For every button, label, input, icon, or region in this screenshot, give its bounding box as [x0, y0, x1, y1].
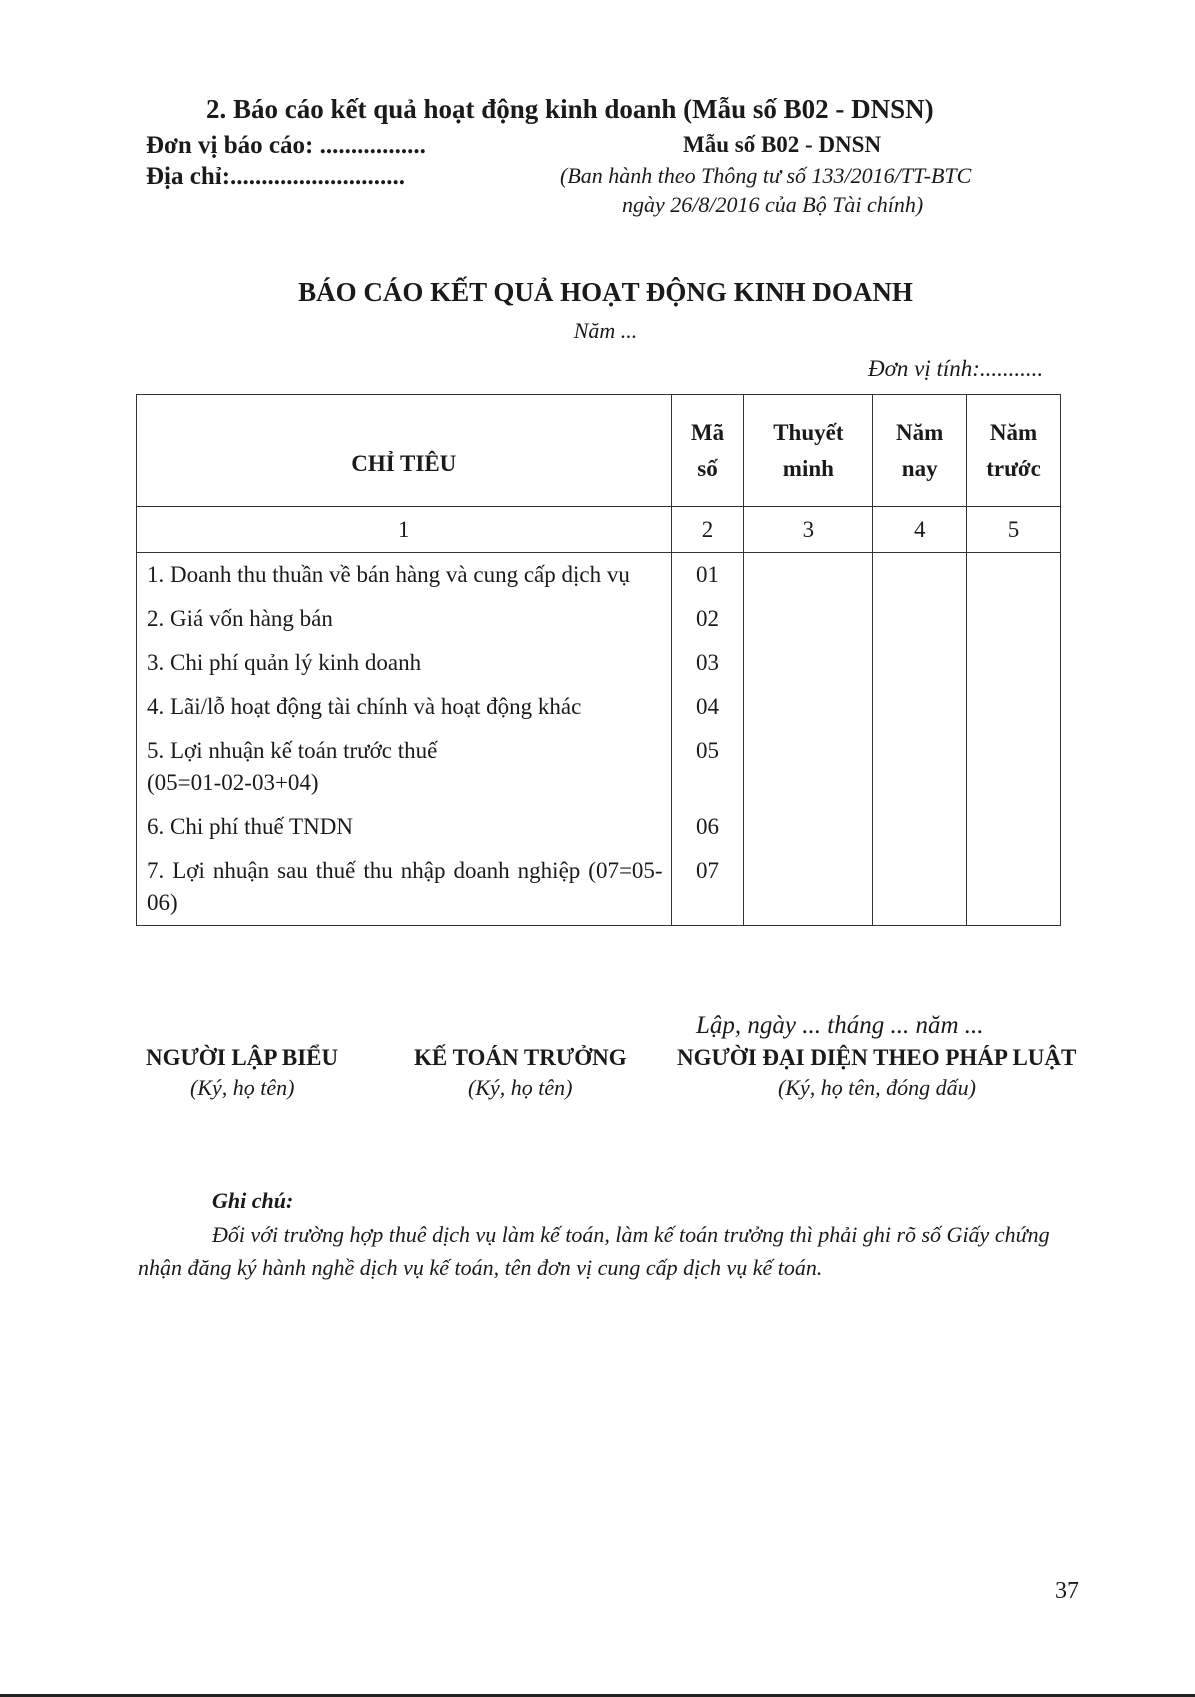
header-chi-tieu: CHỈ TIÊU — [137, 395, 672, 507]
row-label: 7. Lợi nhuận sau thuế thu nhập doanh nghiệp (07=05-06) — [137, 849, 672, 926]
table-row — [137, 805, 1061, 849]
row-code: 03 — [671, 641, 744, 685]
row-cell — [873, 729, 967, 805]
note-text: Đối với trường hợp thuê dịch vụ làm kế toán, làm kế toán trưởng thì phải ghi rõ số Giấy chứng nhận đăng ký hành nghề dịch vụ kế toán, tên đơn vị cung cấp dịch vụ kế toán. — [138, 1222, 1050, 1280]
row-cell — [744, 685, 873, 729]
table-row — [137, 597, 1061, 641]
column-number-row — [137, 507, 1061, 553]
row-cell — [744, 597, 873, 641]
header-thuyet-minh: Thuyết minh — [744, 395, 873, 507]
table-row — [137, 729, 1061, 805]
row-label: 6. Chi phí thuế TNDN — [137, 805, 672, 849]
row-cell — [873, 685, 967, 729]
row-label: 3. Chi phí quản lý kinh doanh — [137, 641, 672, 685]
row-cell — [967, 805, 1061, 849]
chief-accountant-title: KẾ TOÁN TRƯỞNG — [414, 1045, 627, 1070]
row-code: 07 — [671, 849, 744, 926]
row-cell — [967, 553, 1061, 598]
row-code: 05 — [671, 729, 744, 805]
row-code: 02 — [671, 597, 744, 641]
row-cell — [967, 641, 1061, 685]
section-heading: 2. Báo cáo kết quả hoạt động kinh doanh (Mẫu số B02 - DNSN) — [206, 94, 934, 124]
row-code: 04 — [671, 685, 744, 729]
row-cell — [744, 805, 873, 849]
row-code: 01 — [671, 553, 744, 598]
row-label: 1. Doanh thu thuần về bán hàng và cung cấp dịch vụ — [137, 553, 672, 598]
legal-representative-signature-hint: (Ký, họ tên, đóng dấu) — [778, 1075, 976, 1100]
report-title: BÁO CÁO KẾT QUẢ HOẠT ĐỘNG KINH DOANH — [298, 277, 913, 307]
note-label: Ghi chú: — [212, 1188, 294, 1213]
column-number: 4 — [873, 507, 967, 553]
table-row — [137, 685, 1061, 729]
row-cell — [744, 849, 873, 926]
row-cell — [967, 849, 1061, 926]
row-cell — [873, 597, 967, 641]
row-cell — [967, 729, 1061, 805]
report-year: Năm ... — [573, 318, 638, 343]
issued-by-line-1: (Ban hành theo Thông tư số 133/2016/TT-BTC — [560, 163, 972, 188]
column-number: 2 — [671, 507, 744, 553]
form-code: Mẫu số B02 - DNSN — [683, 132, 882, 157]
row-code: 06 — [671, 805, 744, 849]
table-row — [137, 849, 1061, 926]
page-number: 37 — [1055, 1578, 1079, 1604]
table-header-row — [137, 395, 1061, 507]
chief-accountant-signature-hint: (Ký, họ tên) — [468, 1075, 573, 1100]
row-cell — [873, 805, 967, 849]
row-label: 5. Lợi nhuận kế toán trước thuế (05=01-02-03+04) — [137, 729, 672, 805]
preparer-title: NGƯỜI LẬP BIỂU — [146, 1045, 339, 1070]
row-cell — [967, 597, 1061, 641]
row-label-formula: (05=01-02-03+04) — [147, 770, 319, 795]
currency-unit: Đơn vị tính:........... — [868, 356, 1044, 381]
row-cell — [744, 553, 873, 598]
preparer-signature-hint: (Ký, họ tên) — [190, 1075, 295, 1100]
row-cell — [967, 685, 1061, 729]
legal-representative-title: NGƯỜI ĐẠI DIỆN THEO PHÁP LUẬT — [677, 1045, 1077, 1070]
reporting-unit-label: Đơn vị báo cáo: ................. — [146, 132, 426, 159]
row-cell — [744, 641, 873, 685]
signature-date-line: Lập, ngày ... tháng ... năm ... — [696, 1012, 984, 1039]
table-row — [137, 553, 1061, 598]
row-label: 4. Lãi/lỗ hoạt động tài chính và hoạt động khác — [137, 685, 672, 729]
column-number: 1 — [137, 507, 672, 553]
report-table — [136, 394, 1061, 926]
row-cell — [873, 553, 967, 598]
header-nam-truoc: Năm trước — [967, 395, 1061, 507]
row-cell — [873, 849, 967, 926]
header-nam-nay: Năm nay — [873, 395, 967, 507]
row-cell — [744, 729, 873, 805]
row-cell — [873, 641, 967, 685]
address-label: Địa chỉ:............................ — [146, 163, 406, 190]
column-number: 3 — [744, 507, 873, 553]
row-label: 2. Giá vốn hàng bán — [137, 597, 672, 641]
column-number: 5 — [967, 507, 1061, 553]
table-row — [137, 641, 1061, 685]
header-ma-so: Mã số — [671, 395, 744, 507]
issued-by-line-2: ngày 26/8/2016 của Bộ Tài chính) — [622, 192, 924, 217]
